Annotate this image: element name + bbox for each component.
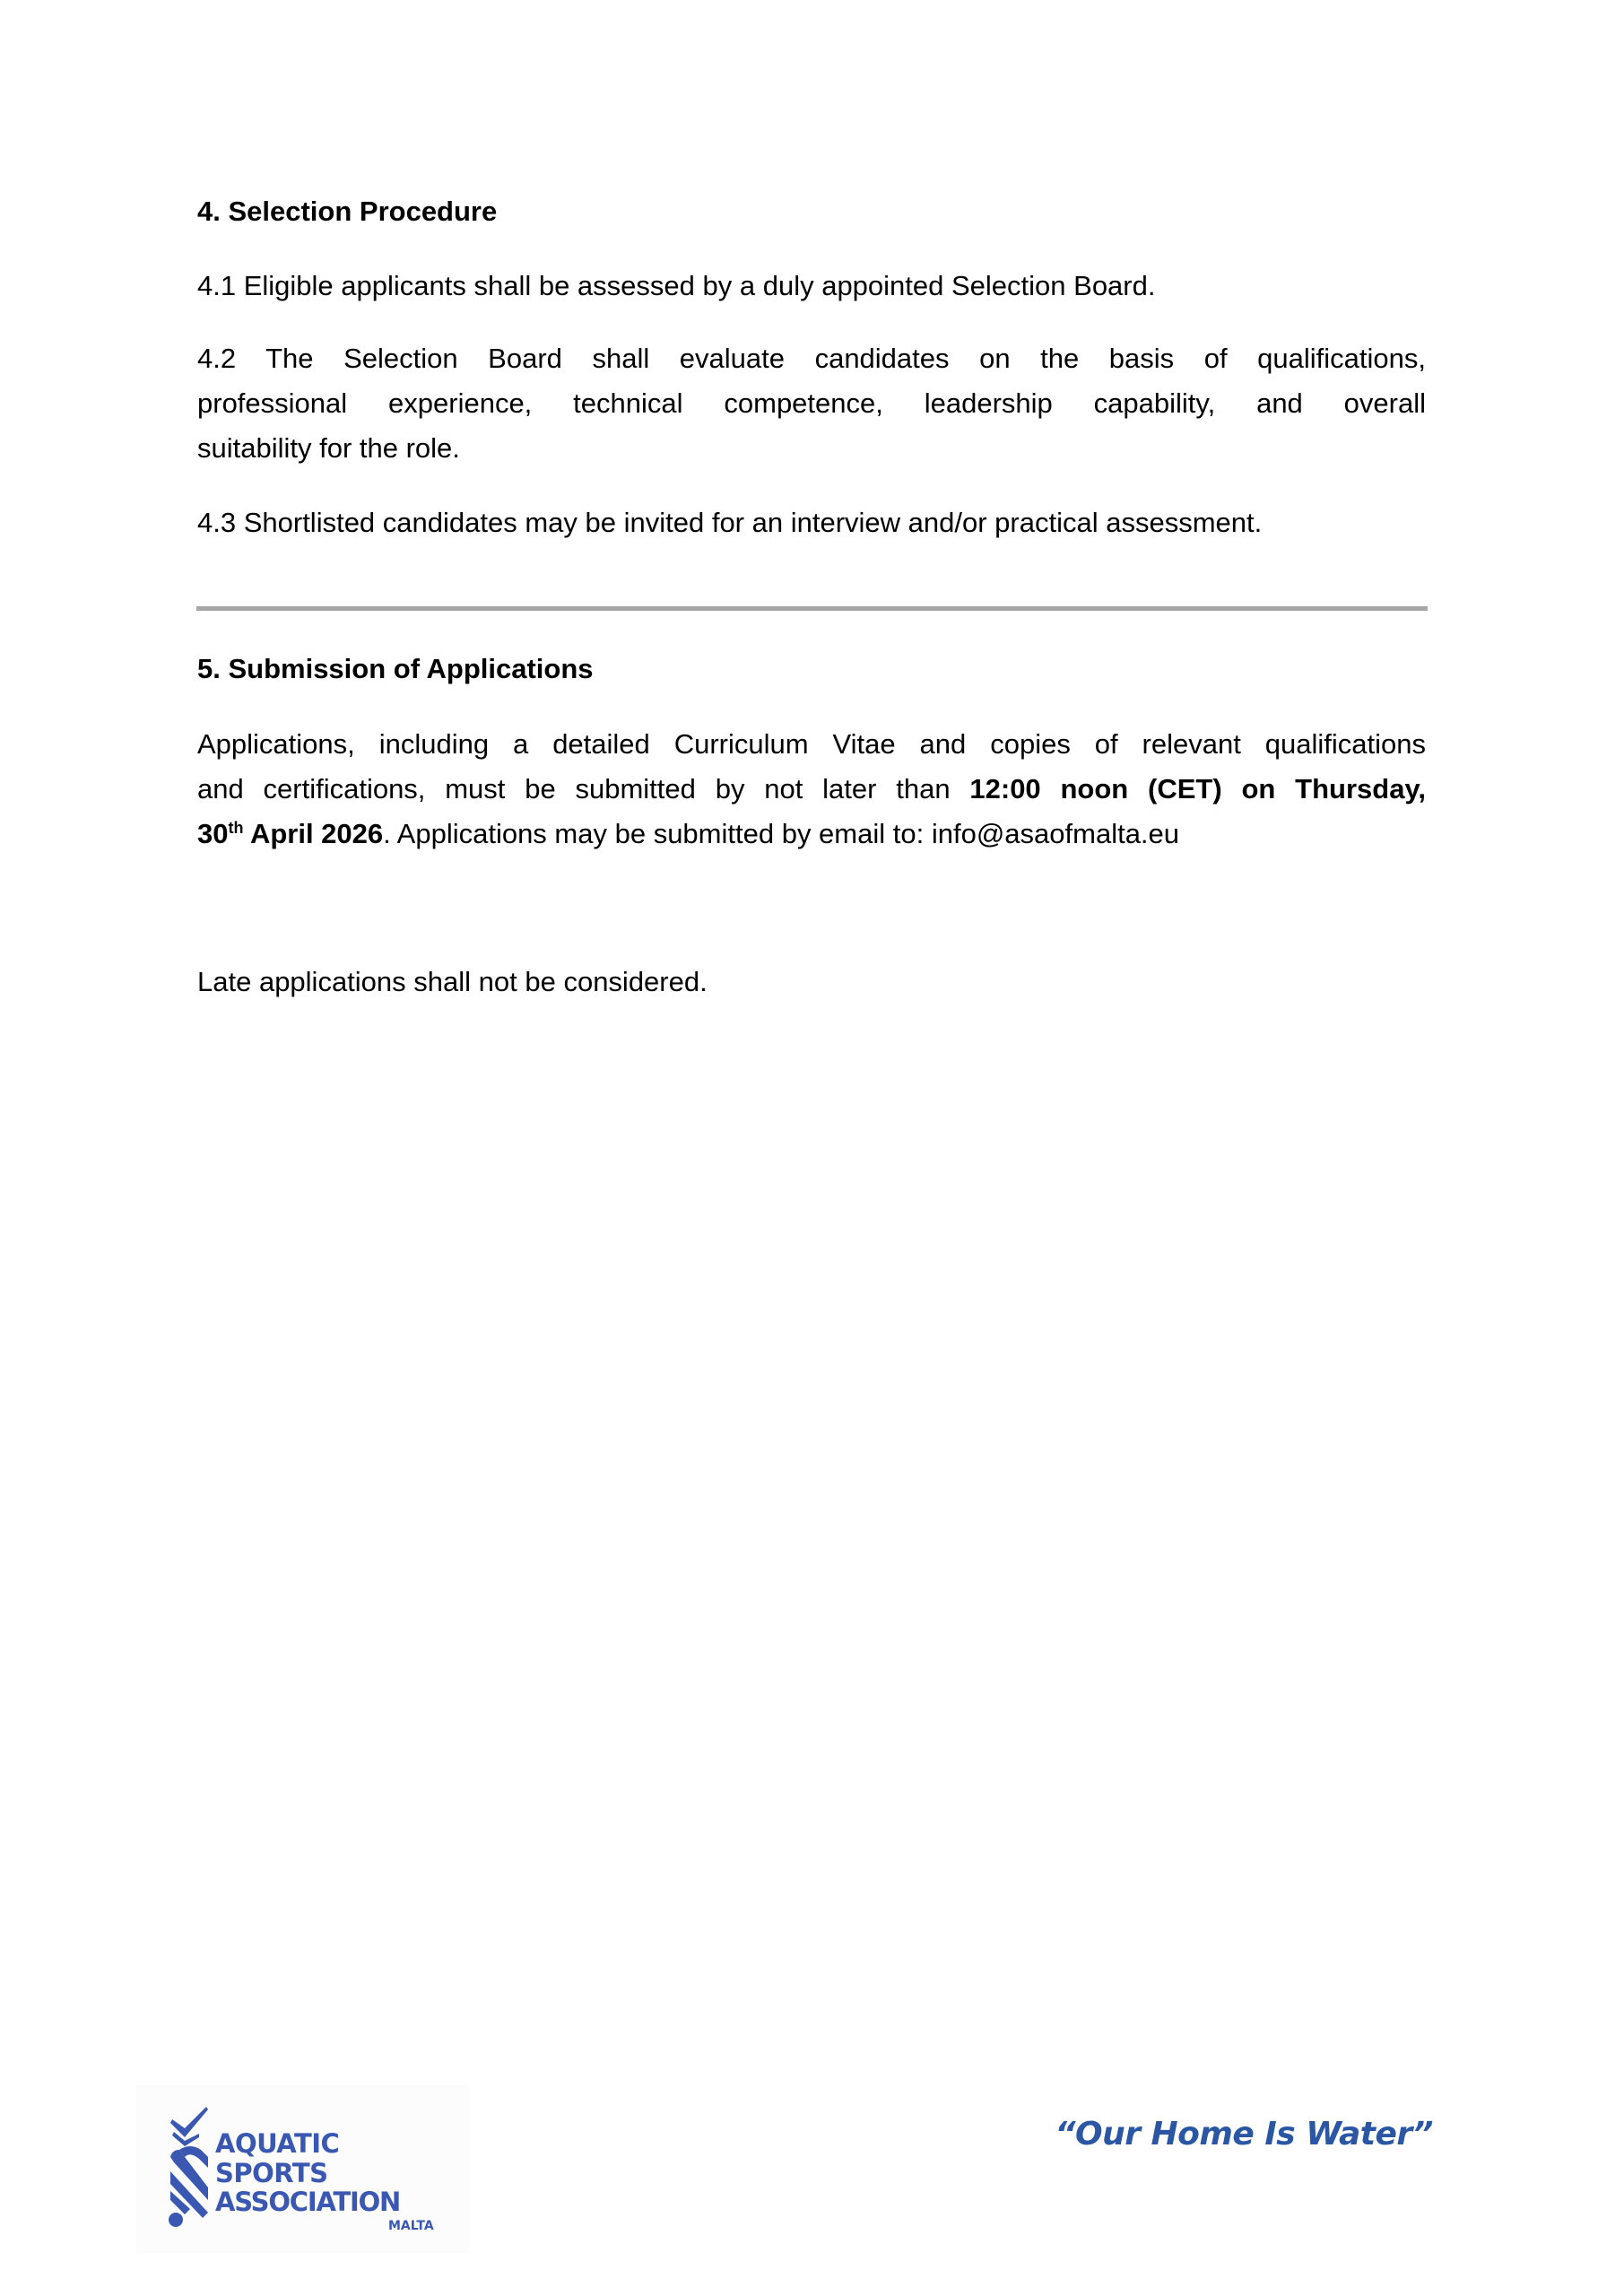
- swimmer-mark-icon: [167, 2101, 212, 2236]
- deadline-time: 12:00 noon (CET) on Thursday,: [969, 773, 1426, 804]
- submission-line-1: Applications, including a detailed Curriculum Vitae and copies of relevant qualifications: [197, 728, 1426, 760]
- item-4-3: 4.3 Shortlisted candidates may be invited for an interview and/or practical assessment.: [197, 507, 1263, 538]
- deadline-month-year: April 2026: [243, 818, 384, 849]
- submission-line-3: [197, 812, 1426, 857]
- late-applications-notice: Late applications shall not be considered.: [197, 966, 708, 997]
- tagline: “Our Home Is Water”: [1055, 2116, 1433, 2152]
- submission-email-text: . Applications may be submitted by email to:: [383, 818, 932, 849]
- asa-malta-logo: [136, 2085, 469, 2253]
- contact-email[interactable]: info@asaofmalta.eu: [931, 818, 1180, 849]
- item-4-2-line-2: professional experience, technical competence, leadership capability, and overall: [197, 387, 1426, 419]
- logo-text-sports: SPORTS: [215, 2158, 328, 2188]
- logo-text-association: ASSOCIATION: [215, 2187, 401, 2217]
- submission-line-2: [197, 767, 1426, 812]
- logo-text-aquatic: AQUATIC: [215, 2128, 340, 2159]
- logo-text-malta: MALTA: [388, 2219, 434, 2233]
- item-4-2-line-1: 4.2 The Selection Board shall evaluate candidates on the basis of qualifications,: [197, 343, 1426, 374]
- deadline-day: 30: [197, 818, 229, 849]
- deadline-day-suffix: th: [228, 819, 244, 837]
- submission-text: and certifications, must be submitted by not later than: [197, 773, 970, 804]
- section-divider: [196, 606, 1428, 611]
- section-4-heading: 4. Selection Procedure: [197, 196, 498, 227]
- section-5-heading: 5. Submission of Applications: [197, 653, 594, 684]
- item-4-1: 4.1 Eligible applicants shall be assessed by a duly appointed Selection Board.: [197, 270, 1156, 301]
- item-4-2-line-3: suitability for the role.: [197, 432, 460, 464]
